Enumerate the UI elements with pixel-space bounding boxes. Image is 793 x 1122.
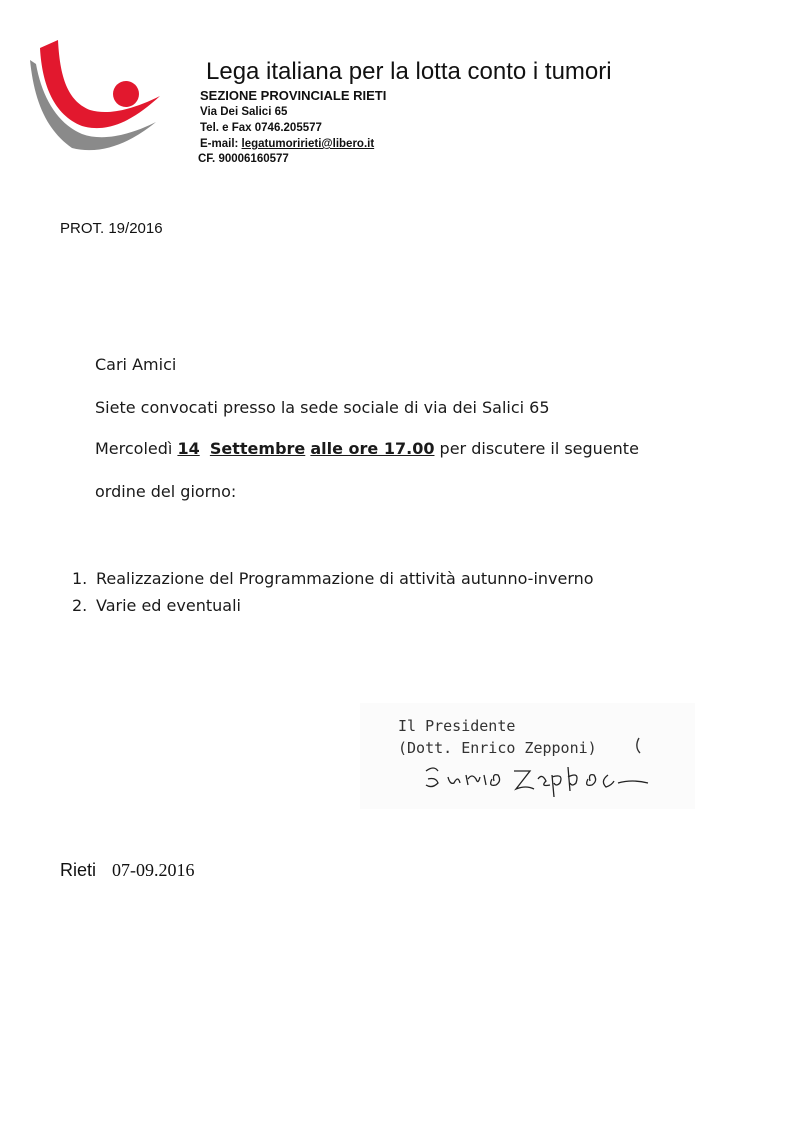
email-line	[200, 138, 374, 150]
handwritten-signature	[422, 761, 652, 797]
phone: Tel. e Fax 0746.205577	[200, 122, 322, 134]
agenda-item-text: Varie ed eventuali	[96, 596, 241, 615]
email-link[interactable]: legatumoririeti@libero.it	[241, 138, 375, 150]
body-line-2	[95, 439, 639, 458]
protocol-number: PROT. 19/2016	[60, 220, 163, 237]
agenda-item	[72, 592, 594, 619]
signatory-name: (Dott. Enrico Zepponi)	[398, 739, 597, 757]
signature-block	[360, 703, 695, 809]
lilt-logo	[24, 30, 164, 155]
agenda-item-number: 1.	[72, 569, 88, 588]
closing-place: Rieti	[60, 860, 97, 880]
email-label: E-mail:	[200, 138, 242, 150]
agenda-item-number: 2.	[72, 596, 88, 615]
tax-code: CF. 90006160577	[198, 153, 289, 165]
section-name: SEZIONE PROVINCIALE RIETI	[200, 88, 387, 103]
greeting: Cari Amici	[95, 355, 177, 374]
place-date	[60, 860, 195, 881]
closing-date: 07-09.2016	[112, 860, 195, 880]
meeting-time: alle ore 17.00	[310, 439, 435, 458]
address: Via Dei Salici 65	[200, 106, 288, 118]
meeting-day: 14	[177, 439, 200, 458]
meeting-month: Settembre	[209, 439, 306, 458]
weekday-text: Mercoledì	[95, 439, 178, 458]
body-line-2-rest: per discutere il seguente	[434, 439, 639, 458]
body-line-1: Siete convocati presso la sede sociale di via dei Salici 65	[95, 398, 550, 417]
agenda-item	[72, 565, 594, 592]
signatory-role: Il Presidente	[398, 717, 516, 735]
agenda-item-text: Realizzazione del Programmazione di attività autunno-inverno	[96, 569, 594, 588]
org-name: Lega italiana per la lotta conto i tumori	[206, 58, 612, 85]
pen-mark-icon	[630, 735, 650, 757]
agenda-list	[72, 565, 594, 619]
body-line-3: ordine del giorno:	[95, 482, 237, 501]
